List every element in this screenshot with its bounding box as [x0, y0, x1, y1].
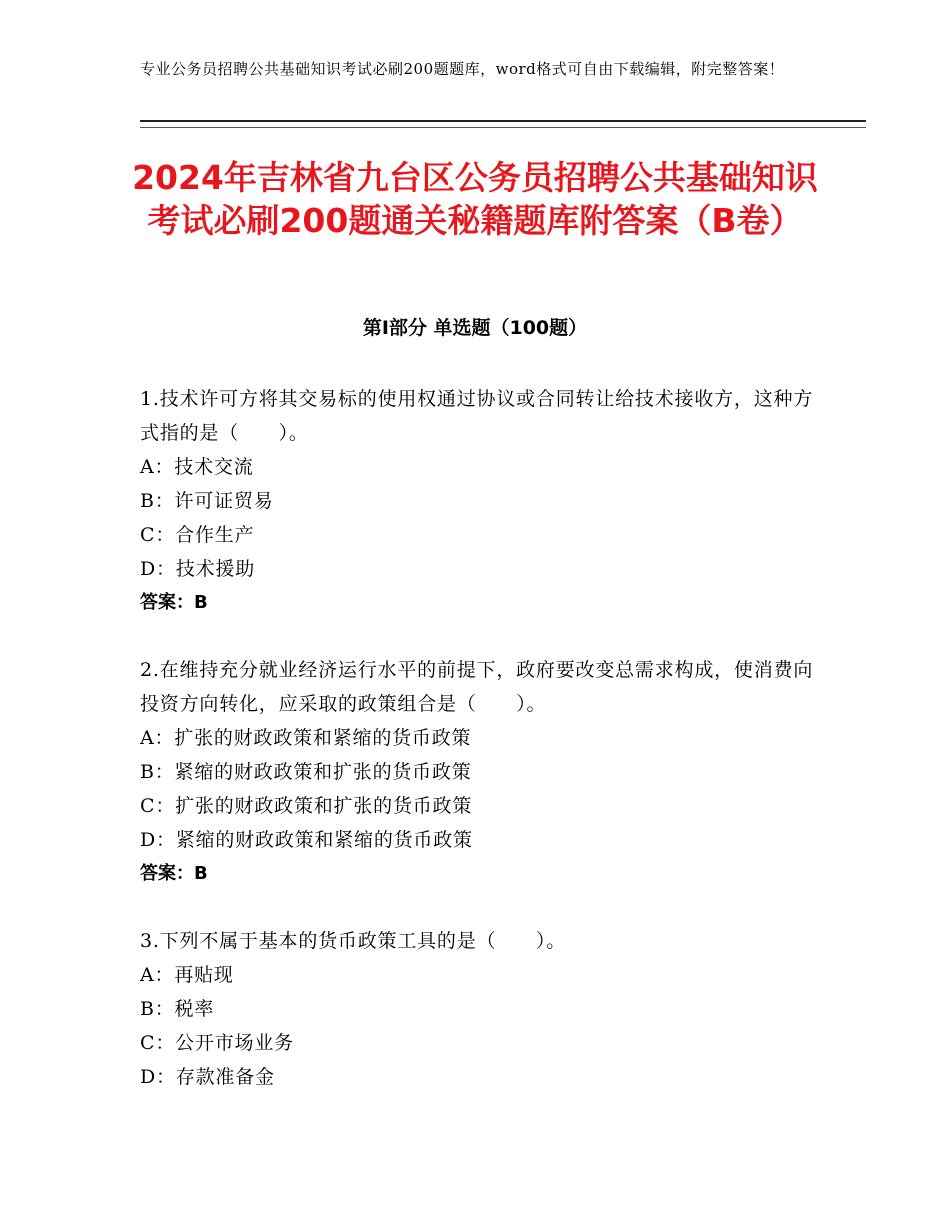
- question-3: [140, 924, 820, 1094]
- section-title: 第Ⅰ部分 单选题（100题）: [362, 317, 588, 339]
- option-d: D：存款准备金: [140, 1066, 275, 1088]
- question-stem: 1.技术许可方将其交易标的使用权通过协议或合同转让给技术接收方，这种方式指的是（ ）。: [140, 388, 814, 444]
- option-a: A：扩张的财政政策和紧缩的货币政策: [140, 727, 472, 749]
- option-a: A：再贴现: [140, 964, 234, 986]
- question-1: [140, 382, 820, 620]
- option-c: C：合作生产: [140, 524, 255, 546]
- answer-text: 答案：B: [140, 592, 208, 613]
- header-divider: [140, 120, 866, 128]
- header-note: 专业公务员招聘公共基础知识考试必刷200题题库，word格式可自由下载编辑，附完整答案！: [140, 60, 785, 78]
- question-list: [140, 382, 820, 1127]
- document-title: 2024年吉林省九台区公务员招聘公共基础知识考试必刷200题通关秘籍题库附答案（B卷）: [132, 158, 818, 240]
- option-b: B：许可证贸易: [140, 490, 274, 512]
- option-d: D：紧缩的财政政策和紧缩的货币政策: [140, 829, 473, 851]
- answer-text: 答案：B: [140, 863, 208, 884]
- option-b: B：税率: [140, 998, 215, 1020]
- option-a: A：技术交流: [140, 456, 254, 478]
- question-stem: 3.下列不属于基本的货币政策工具的是（ ）。: [140, 930, 567, 952]
- option-d: D：技术援助: [140, 558, 256, 580]
- question-stem: 2.在维持充分就业经济运行水平的前提下，政府要改变总需求构成，使消费向投资方向转化，应采取的政策组合是（ ）。: [140, 659, 814, 715]
- option-c: C：扩张的财政政策和扩张的货币政策: [140, 795, 473, 817]
- question-2: [140, 653, 820, 891]
- option-c: C：公开市场业务: [140, 1032, 294, 1054]
- option-b: B：紧缩的财政政策和扩张的货币政策: [140, 761, 472, 783]
